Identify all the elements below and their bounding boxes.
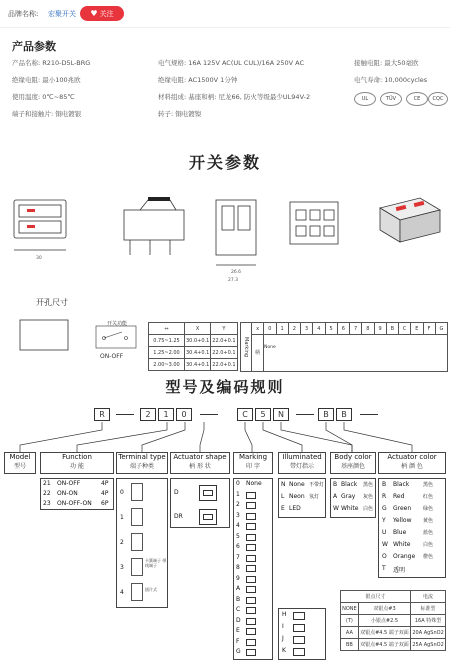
connector-line xyxy=(281,422,352,452)
on-off-label: ON-OFF xyxy=(100,353,124,360)
body-color-cn: 灰色 xyxy=(363,494,374,500)
current-cell: 双银点#3 xyxy=(358,603,410,615)
body-color-code: W xyxy=(333,505,339,512)
actuator-color-name: 透明 xyxy=(393,567,406,574)
function-code: 21 xyxy=(43,480,51,487)
terminal-note: 卡簧端子 带线端子 xyxy=(145,558,167,568)
marking-col: C xyxy=(399,323,411,334)
brand-label: 品牌名称: xyxy=(8,10,39,18)
marking-col: 4 xyxy=(313,323,325,334)
param-cell: 使用温度: 0℃~85℃ xyxy=(12,93,75,101)
marking-code: F xyxy=(236,637,240,645)
actuator-color-name: White xyxy=(393,541,411,548)
code-box: 2 xyxy=(140,408,156,421)
marking-symbol-icon xyxy=(293,612,305,620)
marking-code: 8 xyxy=(236,564,240,571)
marking-symbol-icon xyxy=(246,523,256,530)
marking-code: H xyxy=(282,611,287,618)
marking-col: E xyxy=(411,323,423,334)
marking-col: G xyxy=(436,323,448,334)
marking-symbol-icon xyxy=(246,586,256,593)
marking-symbol-icon xyxy=(246,555,256,562)
actuator-color-code: W xyxy=(382,541,388,548)
ce-cert-icon: CE xyxy=(406,92,428,106)
terminal-func-label: 开关功能 xyxy=(106,321,127,327)
actuator-color-cn: 黑色 xyxy=(423,482,434,488)
marking-symbol-icon xyxy=(246,544,256,551)
body-color-header: Body color 基座颜色 xyxy=(330,452,376,474)
marking-symbol-icon xyxy=(246,639,256,646)
terminal-code: 2 xyxy=(120,539,124,546)
actuator-color-code: T xyxy=(382,565,386,572)
marking-symbol-icon xyxy=(293,624,305,632)
actuator-color-code: U xyxy=(382,529,387,536)
current-cell: AA xyxy=(341,627,359,639)
param-cell: 端子和接触片: 铜电镀银 xyxy=(12,110,82,118)
current-cell: 双银点#4.5 端子双面 xyxy=(358,627,410,639)
actuator-color-cn: 蓝色 xyxy=(423,530,434,536)
actuator-color-cn: 红色 xyxy=(423,494,434,500)
current-row xyxy=(341,627,446,639)
dim-label: 26.6 xyxy=(231,270,242,275)
marking-col: 9 xyxy=(375,323,387,334)
function-header: Function 功 能 xyxy=(40,452,114,474)
marking-code: 4 xyxy=(236,522,240,529)
param-cell: 接触电阻: 最大50毫欧 xyxy=(354,59,419,67)
illuminated-code: L xyxy=(281,493,285,500)
actuator-header: Actuator shape 柄 形 状 xyxy=(170,452,230,474)
marking-symbol-icon xyxy=(246,618,256,625)
marking-code: 2 xyxy=(236,501,240,508)
current-cell: NONE xyxy=(341,603,359,615)
function-name: ON-OFF-ON xyxy=(57,500,92,507)
dim-label: 30 xyxy=(36,256,42,261)
illuminated-code: N xyxy=(281,481,286,488)
actuator-color-code: G xyxy=(382,505,387,512)
code-title: 型号及编码规则 xyxy=(165,378,285,396)
function-name: ON-ON xyxy=(57,490,78,497)
terminal-icon xyxy=(131,558,143,576)
marking-symbol-icon xyxy=(246,534,256,541)
terminal-icon xyxy=(131,533,143,551)
marking-col: 2 xyxy=(289,323,301,334)
marking-symbol-icon xyxy=(246,628,256,635)
code-box: B xyxy=(336,408,352,421)
marking-col: 7 xyxy=(350,323,362,334)
actuator-shape-list xyxy=(170,478,230,528)
terminal-code: 4 xyxy=(120,589,124,596)
marking-list xyxy=(233,478,273,660)
param-cell: 绝缘电阻: 最小100兆欧 xyxy=(12,76,81,84)
marking-code: D xyxy=(236,616,241,624)
illuminated-code: E xyxy=(281,505,285,512)
function-pins: 4P xyxy=(101,480,109,487)
body-color-cn: 黑色 xyxy=(363,482,374,488)
marking-code: 7 xyxy=(236,553,240,561)
marking-table xyxy=(240,322,448,372)
function-code: 23 xyxy=(43,500,51,507)
marking-symbol-icon xyxy=(246,649,256,656)
brand-link[interactable]: 宏聚开关 xyxy=(48,10,76,18)
marking-col: 6 xyxy=(338,323,350,334)
dimension-drawings xyxy=(0,180,450,290)
marking-symbol-icon xyxy=(246,492,256,499)
marking-symbol-icon xyxy=(293,636,305,644)
actuator-color-code: B xyxy=(382,481,387,488)
params-title: 产品参数 xyxy=(12,40,56,53)
marking-code: 9 xyxy=(236,574,240,582)
current-row xyxy=(341,603,446,615)
marking-symbol-icon xyxy=(246,597,256,604)
marking-row-label: 柄 xyxy=(252,335,264,371)
illuminated-list xyxy=(278,478,326,518)
marking-col: 0 xyxy=(264,323,276,334)
body-color-code: A xyxy=(333,493,338,500)
actuator-color-name: Yellow xyxy=(393,517,412,524)
marking-col: B xyxy=(387,323,399,334)
current-cell: 16A 特殊型 xyxy=(411,615,446,627)
xy-table: ⇔ X Y 0.75~1.25 30.0+0.1 22.0+0.1 1.25~2.00 30.4+0.1 22.0+0.1 2.00~3.00 30.4+0.1 22.0+0.1 xyxy=(148,322,238,371)
terminal-code: 0 xyxy=(120,489,124,496)
actuator-code: DR xyxy=(174,513,183,520)
param-cell: 绝缘电阻: AC1500V 1分钟 xyxy=(158,76,238,84)
marking-code: K xyxy=(282,647,286,654)
current-cell: BB xyxy=(341,639,359,651)
connector-line xyxy=(142,422,185,452)
code-box: 1 xyxy=(158,408,174,421)
terminal-header: Terminal type 端子种类 xyxy=(116,452,168,474)
current-table: 银点尺寸 电流 NONE 双银点#3 标准型 (T) 小银点#2.5 16A 特殊型 AA 双银点#4.5 端子双面 20A AgSnO2 BB 双银点#4.5 端子双面 25A AgSnO2 xyxy=(340,590,446,651)
actuator-inner xyxy=(203,514,213,520)
marking-code: C xyxy=(236,606,241,613)
actuator-color-name: Orange xyxy=(393,553,416,560)
marking-code: 6 xyxy=(236,543,240,550)
code-box: N xyxy=(273,408,289,421)
body-color-code: B xyxy=(333,481,338,488)
marking-none: None xyxy=(246,480,262,487)
marking-col: 8 xyxy=(362,323,374,334)
dims-title: 开关参数 xyxy=(188,153,261,172)
function-name: ON-OFF xyxy=(57,480,81,487)
marking-symbol-icon xyxy=(293,648,305,656)
marking-code: G xyxy=(236,648,241,655)
terminal-code: 1 xyxy=(120,514,124,521)
connector-line xyxy=(77,422,167,452)
current-row xyxy=(341,615,446,627)
code-box: B xyxy=(318,408,334,421)
marking-col: 5 xyxy=(326,323,338,334)
illuminated-header: Illuminated 带灯指示 xyxy=(278,452,326,474)
marking-code: E xyxy=(236,627,240,634)
code-dash xyxy=(200,414,218,415)
code-box: C xyxy=(237,408,253,421)
marking-code: J xyxy=(282,635,284,642)
actuator-color-code: R xyxy=(382,493,387,500)
terminal-icon xyxy=(131,483,143,501)
marking-code: A xyxy=(236,585,241,592)
marking-header: Marking 印 字 xyxy=(233,452,273,474)
function-list xyxy=(40,478,114,510)
marking-symbol-icon xyxy=(246,513,256,520)
illuminated-name: Neon xyxy=(289,493,305,500)
actuator-color-header: Actuator color 柄 颜 色 xyxy=(378,452,446,474)
marking-symbol-icon xyxy=(246,576,256,583)
connector-line xyxy=(263,422,302,452)
connector-line xyxy=(200,422,204,452)
connector-line xyxy=(245,422,252,452)
actuator-color-cn: 黄色 xyxy=(423,518,434,524)
function-code: 22 xyxy=(43,490,51,497)
marking-label: Marking xyxy=(241,323,252,371)
current-cell: 双银点#4.5 端子双面 xyxy=(358,639,410,651)
heart-icon: ♥ xyxy=(90,9,98,18)
terminal-code: 3 xyxy=(120,564,124,571)
code-dash xyxy=(360,414,378,415)
actuator-inner xyxy=(203,490,213,496)
marking-extra-list xyxy=(278,608,326,660)
param-cell: 材料组成: 基座和柄: 尼龙66, 防火等级最少UL94V-2 xyxy=(158,93,311,101)
actuator-color-name: Red xyxy=(393,493,405,500)
follow-label: 关注 xyxy=(99,10,114,18)
illuminated-name: LED xyxy=(289,505,301,512)
illuminated-cn: 不带灯 xyxy=(309,482,325,488)
body-color-name: Black xyxy=(341,481,358,488)
actuator-icon xyxy=(199,509,217,525)
cqc-cert-icon: CQC xyxy=(428,92,448,106)
terminal-list xyxy=(116,478,168,608)
terminal-note: 插片式 xyxy=(145,587,157,592)
actuator-color-name: Green xyxy=(393,505,412,512)
marking-col: x xyxy=(252,323,264,334)
code-box: R xyxy=(94,408,110,421)
marking-code: 0 xyxy=(236,480,240,487)
marking-code: 5 xyxy=(236,532,240,540)
marking-code: B xyxy=(236,595,241,603)
actuator-color-code: Y xyxy=(382,517,386,524)
ul-cert-icon: UL xyxy=(354,92,376,106)
param-cell: 产品名称: R210-D5L-BRG xyxy=(12,59,91,67)
connector-line xyxy=(326,422,352,452)
current-cell: 25A AgSnO2 xyxy=(411,639,446,651)
model-header: Model 型号 xyxy=(4,452,36,474)
marking-code: 1 xyxy=(236,490,240,498)
current-cell: 小银点#2.5 xyxy=(358,615,410,627)
marking-symbol-icon xyxy=(246,565,256,572)
current-cell: 20A AgSnO2 xyxy=(411,627,446,639)
body-color-cn: 白色 xyxy=(363,506,374,512)
marking-symbol-icon xyxy=(246,607,256,614)
terminal-icon xyxy=(131,583,143,601)
marking-col: F xyxy=(424,323,436,334)
param-cell: 电气寿命: 10,000cycles xyxy=(354,76,428,84)
actuator-color-name: Blue xyxy=(393,529,407,536)
dim-label: 27.3 xyxy=(228,278,239,283)
follow-button[interactable] xyxy=(80,6,124,21)
actuator-code: D xyxy=(174,489,179,496)
current-cell: (T) xyxy=(341,615,359,627)
code-dash xyxy=(116,414,134,415)
illuminated-name: None xyxy=(289,481,305,488)
illuminated-cn: 氖灯 xyxy=(309,494,320,500)
param-cell: 电气规格: 16A 125V AC(UL CUL)/16A 250V AC xyxy=(158,59,305,67)
actuator-icon xyxy=(199,485,217,501)
code-box: 0 xyxy=(176,408,192,421)
connector-line xyxy=(344,422,412,452)
body-color-list xyxy=(330,478,376,518)
marking-col: 1 xyxy=(277,323,289,334)
function-pins: 6P xyxy=(101,500,109,507)
marking-symbol-icon xyxy=(246,502,256,509)
actuator-color-name: Black xyxy=(393,481,410,488)
body-color-name: White xyxy=(341,505,359,512)
actuator-color-cn: 绿色 xyxy=(423,506,434,512)
tuv-cert-icon: TÜV xyxy=(380,92,402,106)
marking-col: 3 xyxy=(301,323,313,334)
terminal-icon xyxy=(131,508,143,526)
actuator-color-cn: 橙色 xyxy=(423,554,434,560)
marking-code: I xyxy=(282,623,284,630)
body-color-name: Gray xyxy=(341,493,356,500)
current-cell: 标准型 xyxy=(411,603,446,615)
cutout-title: 开孔尺寸 xyxy=(36,298,68,307)
connector-line xyxy=(20,422,102,452)
param-cell: 转子: 铜电镀镍 xyxy=(158,110,202,118)
actuator-color-list xyxy=(378,478,446,578)
actuator-color-code: O xyxy=(382,553,387,560)
function-pins: 4P xyxy=(101,490,109,497)
marking-code: 3 xyxy=(236,511,240,519)
code-dash xyxy=(296,414,314,415)
current-row xyxy=(341,639,446,651)
marking-none: None xyxy=(264,345,276,350)
code-box: 5 xyxy=(255,408,271,421)
actuator-color-cn: 白色 xyxy=(423,542,434,548)
